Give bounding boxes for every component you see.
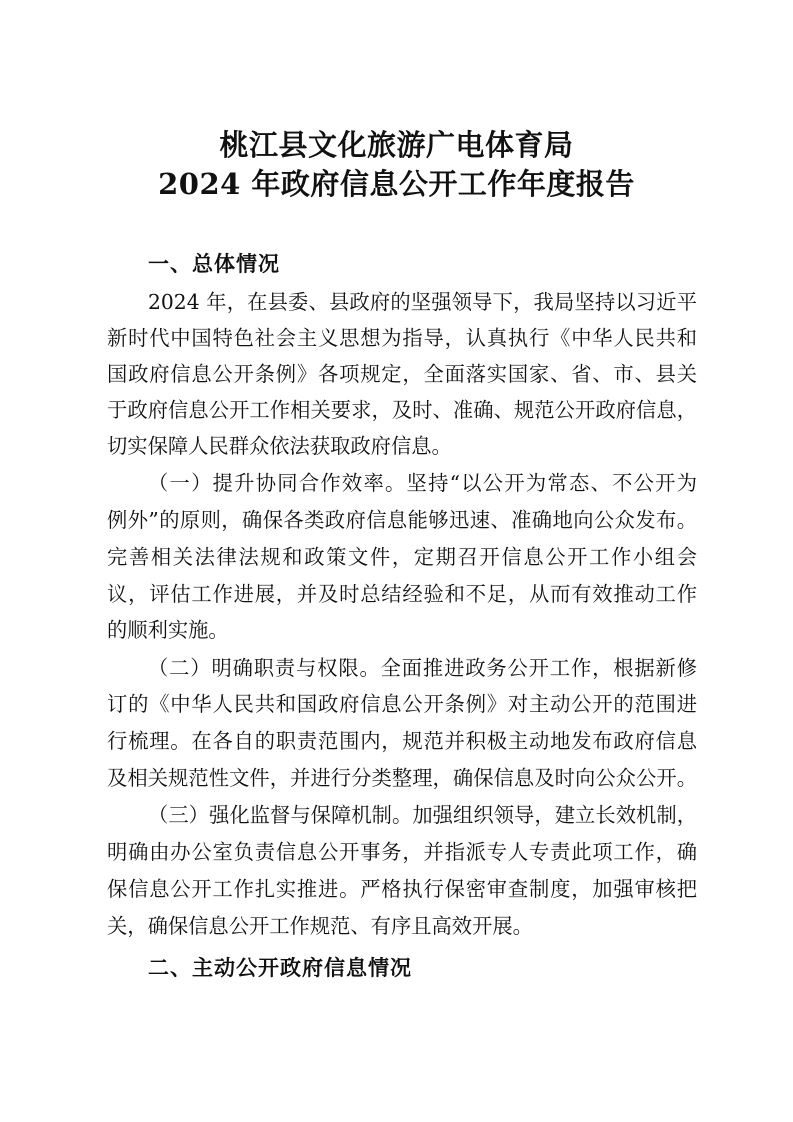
paragraph-line: 2024 年，在县委、县政府的坚强领导下，我局坚持以习近平	[148, 290, 697, 314]
paragraph-line: 关，确保信息公开工作规范、有序且高效开展。	[107, 914, 533, 938]
paragraph-line: 明确由办公室负责信息公开事务，并指派专人专责此项工作，确	[107, 840, 697, 864]
paragraph-line: 切实保障人民群众依法获取政府信息。	[107, 434, 452, 458]
paragraph-line: （二）明确职责与权限。全面推进政务公开工作，根据新修	[148, 656, 697, 680]
section-heading-proactive-disclosure: 二、主动公开政府信息情况	[148, 956, 412, 980]
paragraph-line: 国政府信息公开条例》各项规定，全面落实国家、省、市、县关	[107, 362, 697, 386]
paragraph-line: 议，评估工作进展，并及时总结经验和不足，从而有效推动工作	[107, 582, 697, 606]
paragraph-line: 保信息公开工作扎实推进。严格执行保密审查制度，加强审核把	[107, 877, 697, 901]
paragraph-line: （三）强化监督与保障机制。加强组织领导，建立长效机制，	[148, 803, 697, 827]
paragraph-line: 例外”的原则，确保各类政府信息能够迅速、准确地向公众发布。	[107, 508, 697, 532]
paragraph-line: 的顺利实施。	[107, 618, 229, 642]
document-title-line-1: 桃江县文化旅游广电体育局	[219, 128, 574, 162]
document-title-line-2: 2024 年政府信息公开工作年度报告	[158, 167, 635, 201]
section-heading-overview: 一、总体情况	[148, 252, 280, 276]
paragraph-line: 完善相关法律法规和政策文件，定期召开信息公开工作小组会	[107, 545, 697, 569]
paragraph-line: 及相关规范性文件，并进行分类整理，确保信息及时向公众公开。	[107, 766, 697, 790]
paragraph-line: （一）提升协同合作效率。坚持“以公开为常态、不公开为	[148, 471, 697, 495]
paragraph-line: 行梳理。在各自的职责范围内，规范并积极主动地发布政府信息	[107, 729, 697, 753]
paragraph-line: 订的《中华人民共和国政府信息公开条例》对主动公开的范围进	[107, 692, 697, 716]
paragraph-line: 新时代中国特色社会主义思想为指导，认真执行《中华人民共和	[107, 326, 697, 350]
paragraph-line: 于政府信息公开工作相关要求，及时、准确、规范公开政府信息，	[107, 398, 697, 422]
